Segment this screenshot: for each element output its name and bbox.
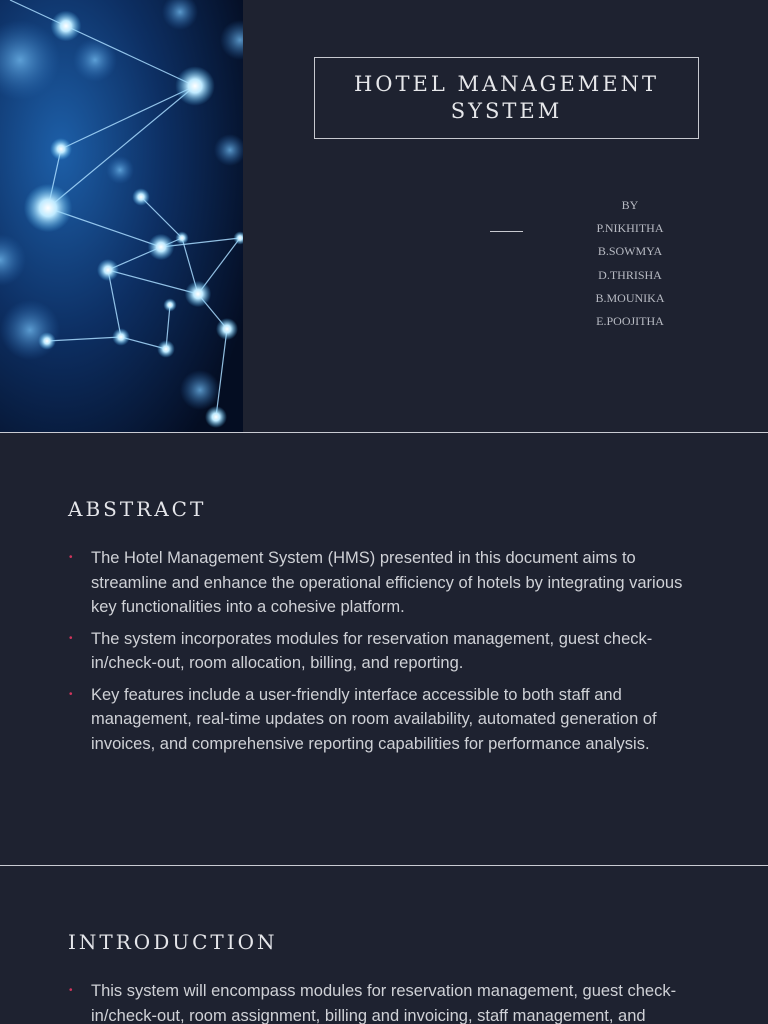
network-node	[216, 318, 238, 340]
bokeh-glow	[106, 156, 134, 184]
network-node	[205, 406, 227, 428]
bokeh-glow	[0, 300, 60, 360]
list-item	[68, 627, 708, 676]
bokeh-glow	[73, 38, 117, 82]
bullet-icon: •	[69, 552, 73, 563]
list-item	[68, 546, 708, 620]
network-node	[148, 234, 174, 260]
network-node	[50, 138, 72, 160]
network-node	[24, 184, 72, 232]
network-node	[132, 188, 150, 206]
network-node	[185, 281, 211, 307]
network-node	[175, 231, 188, 244]
bullet-icon: •	[69, 632, 73, 644]
bullet-text: The Hotel Management System (HMS) presented in this document aims to streamline and enhance the operational efficiency of hotels by integrating various key functionalities into a cohesive platform.	[91, 549, 683, 616]
network-node	[97, 259, 119, 281]
network-node	[38, 332, 56, 350]
bullet-text: Key features include a user-friendly interface accessible to both staff and management, real-time updates on room availability, automated generation of invoices, and comprehensive reporting capabilities for performance analysis.	[91, 685, 657, 753]
author-by-label: BY	[621, 198, 639, 212]
introduction-slide	[0, 866, 768, 1024]
author-name: B.SOWMYA	[597, 244, 663, 259]
abstract-slide	[0, 433, 768, 864]
list-item	[68, 979, 708, 1024]
introduction-bullet-list	[68, 979, 708, 1024]
author-name: D.THRISHA	[598, 267, 662, 282]
title-frame	[314, 57, 699, 139]
title-divider	[490, 231, 523, 232]
bullet-text: The system incorporates modules for reservation management, guest check-in/check-out, room allocation, billing, and reporting.	[91, 629, 653, 672]
network-node	[112, 328, 130, 346]
abstract-bullet-list	[68, 546, 708, 763]
author-list	[560, 194, 700, 333]
network-node	[157, 340, 175, 358]
author-name: P.NIKHITHA	[596, 221, 664, 236]
title-slide	[0, 0, 768, 432]
author-name: E.POOJITHA	[596, 314, 664, 329]
bullet-icon: •	[69, 688, 73, 700]
bokeh-glow	[180, 370, 220, 410]
presentation-title: HOTEL MANAGEMENT SYSTEM	[353, 72, 659, 123]
list-item	[68, 683, 708, 757]
bullet-icon: •	[69, 985, 73, 996]
network-node	[175, 66, 215, 106]
abstract-heading: ABSTRACT	[68, 497, 207, 521]
author-name: B.MOUNIKA	[595, 290, 665, 305]
bullet-text: This system will encompass modules for reservation management, guest check-in/check-out, room assignment, billing and invoicing, staff management, and	[91, 982, 677, 1024]
network-nodes-image	[0, 0, 243, 432]
network-node	[163, 298, 176, 311]
network-node	[51, 11, 82, 42]
introduction-heading: INTRODUCTION	[68, 930, 278, 954]
